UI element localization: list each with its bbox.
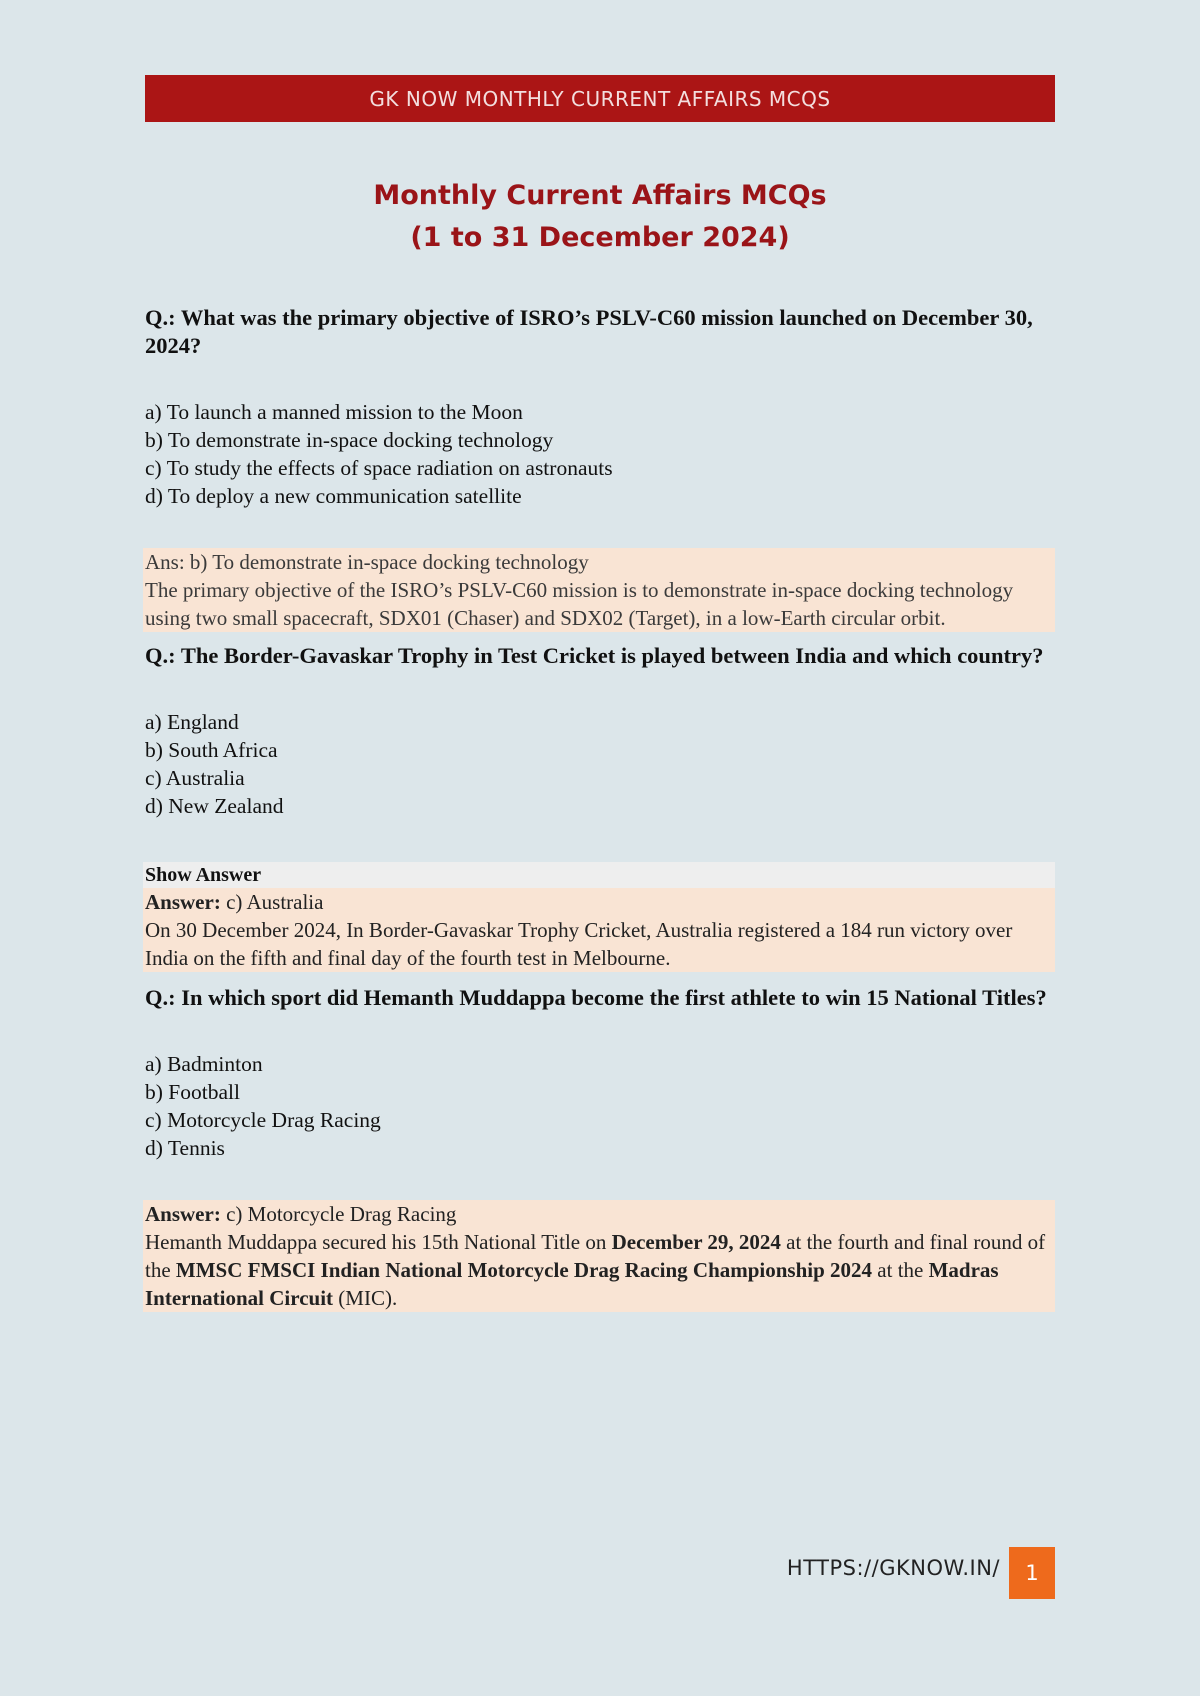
options-list [145, 398, 1057, 510]
answer-label: Answer: [145, 1202, 221, 1226]
title-line-1: Monthly Current Affairs MCQs [373, 180, 827, 211]
answer-explanation [145, 1228, 1053, 1312]
footer-url-link[interactable]: HTTPS://GKNOW.IN/ [786, 1556, 1000, 1580]
option-item: d) Tennis [145, 1136, 225, 1160]
options-list [145, 708, 1057, 820]
options-list [145, 1050, 1057, 1162]
option-item: b) South Africa [145, 738, 278, 762]
question-text: Q.: The Border-Gavaskar Trophy in Test Cricket is played between India and which country? [145, 643, 1044, 668]
header-banner: GK NOW MONTHLY CURRENT AFFAIRS MCQS [145, 75, 1055, 122]
option-item: a) Badminton [145, 1052, 263, 1076]
answer-value: c) Australia [220, 890, 324, 914]
question-block-3 [145, 984, 1057, 1312]
option-item: d) New Zealand [145, 794, 284, 818]
answer-box [143, 1200, 1055, 1312]
answer-line: Ans: b) To demonstrate in-space docking technology [145, 550, 589, 574]
option-item: a) England [145, 710, 239, 734]
option-item: b) Football [145, 1080, 240, 1104]
answer-box [143, 888, 1055, 972]
option-item: c) Motorcycle Drag Racing [145, 1108, 381, 1132]
explanation-venue: Madras International Circuit [145, 1258, 999, 1310]
explanation-text: Hemanth Muddappa secured his 15th National Title on [145, 1230, 612, 1254]
title-line-2: (1 to 31 December 2024) [410, 222, 790, 253]
answer-explanation: On 30 December 2024, In Border-Gavaskar Trophy Cricket, Australia registered a 184 run victory over India on the fifth and final day of the fourth test in Melbourne. [145, 918, 1013, 970]
explanation-text: at the fourth and final round of the [145, 1230, 1046, 1282]
explanation-text: (MIC). [333, 1286, 398, 1310]
answer-line [145, 888, 1053, 916]
question-text: Q.: What was the primary objective of ISRO’s PSLV-C60 mission launched on December 30, 2024? [145, 305, 1033, 358]
answer-line [145, 1200, 1053, 1228]
answer-value: c) Motorcycle Drag Racing [220, 1202, 457, 1226]
explanation-text: at the [872, 1258, 929, 1282]
page-number-badge: 1 [1009, 1547, 1055, 1599]
question-text: Q.: In which sport did Hemanth Muddappa become the first athlete to win 15 National Titles? [145, 985, 1047, 1010]
option-item: a) To launch a manned mission to the Moon [145, 400, 523, 424]
question-block-1 [145, 304, 1057, 632]
option-item: b) To demonstrate in-space docking technology [145, 428, 554, 452]
option-item: d) To deploy a new communication satellite [145, 484, 522, 508]
explanation-date: December 29, 2024 [611, 1230, 781, 1254]
option-item: c) Australia [145, 766, 245, 790]
option-item: c) To study the effects of space radiation on astronauts [145, 456, 613, 480]
question-block-2 [145, 642, 1057, 972]
answer-box [143, 548, 1055, 632]
show-answer-button[interactable]: Show Answer [143, 862, 1055, 888]
answer-label: Answer: [145, 890, 221, 914]
content [145, 304, 1057, 1312]
page-title [145, 175, 1055, 259]
answer-explanation: The primary objective of the ISRO’s PSLV-C60 mission is to demonstrate in-space docking technology using two small spacecraft, SDX01 (Chaser) and SDX02 (Target), in a low-Earth circular orbit. [145, 578, 1014, 630]
explanation-event: MMSC FMSCI Indian National Motorcycle Drag Racing Championship 2024 [175, 1258, 873, 1282]
